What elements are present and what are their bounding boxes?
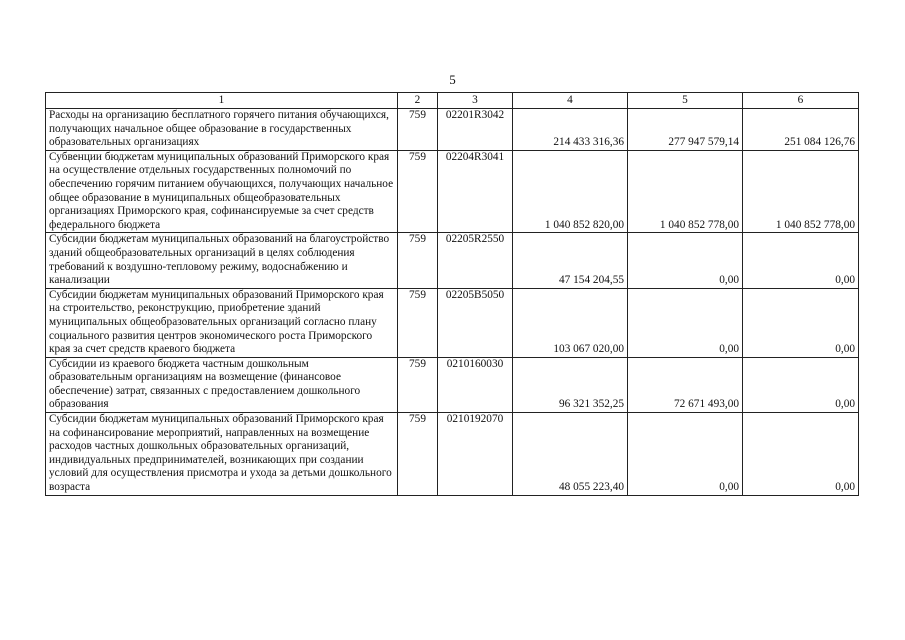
amount-cell-col6: 0,00: [743, 288, 859, 357]
page-number: 5: [449, 72, 456, 87]
amount-cell-col5: 72 671 493,00: [628, 357, 743, 412]
amount-cell-col5: 0,00: [628, 233, 743, 288]
expense-description: Субвенции бюджетам муниципальных образований Приморского края на осуществление отдельных государственных полномочий по обеспечению горячим питанием обучающихся, получающих начальное общее образование в муниципальных общеобразовательных организациях Приморского края, софинансируемые за счет средств федерального бюджета: [46, 150, 398, 233]
expense-description: Расходы на организацию бесплатного горячего питания обучающихся, получающих начальное общее образование в государственных образовательных организациях: [46, 109, 398, 151]
amount-cell-col4: 1 040 852 820,00: [513, 150, 628, 233]
column-header: 1: [46, 93, 398, 109]
column-header: 6: [743, 93, 859, 109]
budget-table: [45, 92, 859, 496]
table-row: [46, 109, 859, 151]
target-code-cell: 0210160030: [438, 357, 513, 412]
target-code-cell: 02205B5050: [438, 288, 513, 357]
target-code-cell: 02205R2550: [438, 233, 513, 288]
admin-code-cell: 759: [398, 150, 438, 233]
admin-code-cell: 759: [398, 288, 438, 357]
admin-code-cell: 759: [398, 109, 438, 151]
table-row: [46, 150, 859, 233]
target-code-cell: 0210192070: [438, 413, 513, 496]
expense-description: Субсидии бюджетам муниципальных образований Приморского края на софинансирование мероприятий, направленных на возмещение расходов частных дошкольных образовательных организаций, индивидуальных предпринимателей, возникающих при создании условий для осуществления присмотра и ухода за детьми дошкольного возраста: [46, 413, 398, 496]
admin-code-cell: 759: [398, 233, 438, 288]
amount-cell-col6: 1 040 852 778,00: [743, 150, 859, 233]
admin-code-cell: 759: [398, 357, 438, 412]
column-header: 5: [628, 93, 743, 109]
table-row: [46, 233, 859, 288]
column-header: 3: [438, 93, 513, 109]
expense-description: Субсидии из краевого бюджета частным дошкольным образовательным организациям на возмещение (финансовое обеспечение) затрат, связанных с предоставлением дошкольного образования: [46, 357, 398, 412]
amount-cell-col4: 96 321 352,25: [513, 357, 628, 412]
amount-cell-col5: 1 040 852 778,00: [628, 150, 743, 233]
amount-cell-col6: 0,00: [743, 233, 859, 288]
table-row: [46, 413, 859, 496]
amount-cell-col5: 0,00: [628, 288, 743, 357]
amount-cell-col4: 214 433 316,36: [513, 109, 628, 151]
amount-cell-col4: 48 055 223,40: [513, 413, 628, 496]
expense-description: Субсидии бюджетам муниципальных образований Приморского края на строительство, реконструкцию, приобретение зданий муниципальных общеобразовательных организаций согласно плану социального развития центров экономического роста Приморского края за счет средств краевого бюджета: [46, 288, 398, 357]
amount-cell-col6: 0,00: [743, 413, 859, 496]
amount-cell-col4: 47 154 204,55: [513, 233, 628, 288]
column-header: 4: [513, 93, 628, 109]
amount-cell-col5: 0,00: [628, 413, 743, 496]
expense-description: Субсидии бюджетам муниципальных образований на благоустройство зданий общеобразовательных организаций в целях соблюдения требований к воздушно-тепловому режиму, водоснабжению и канализации: [46, 233, 398, 288]
table-row: [46, 357, 859, 412]
column-header: 2: [398, 93, 438, 109]
table-row: [46, 288, 859, 357]
amount-cell-col4: 103 067 020,00: [513, 288, 628, 357]
table-header-row: [46, 93, 859, 109]
amount-cell-col6: 251 084 126,76: [743, 109, 859, 151]
admin-code-cell: 759: [398, 413, 438, 496]
target-code-cell: 02201R3042: [438, 109, 513, 151]
target-code-cell: 02204R3041: [438, 150, 513, 233]
amount-cell-col5: 277 947 579,14: [628, 109, 743, 151]
amount-cell-col6: 0,00: [743, 357, 859, 412]
